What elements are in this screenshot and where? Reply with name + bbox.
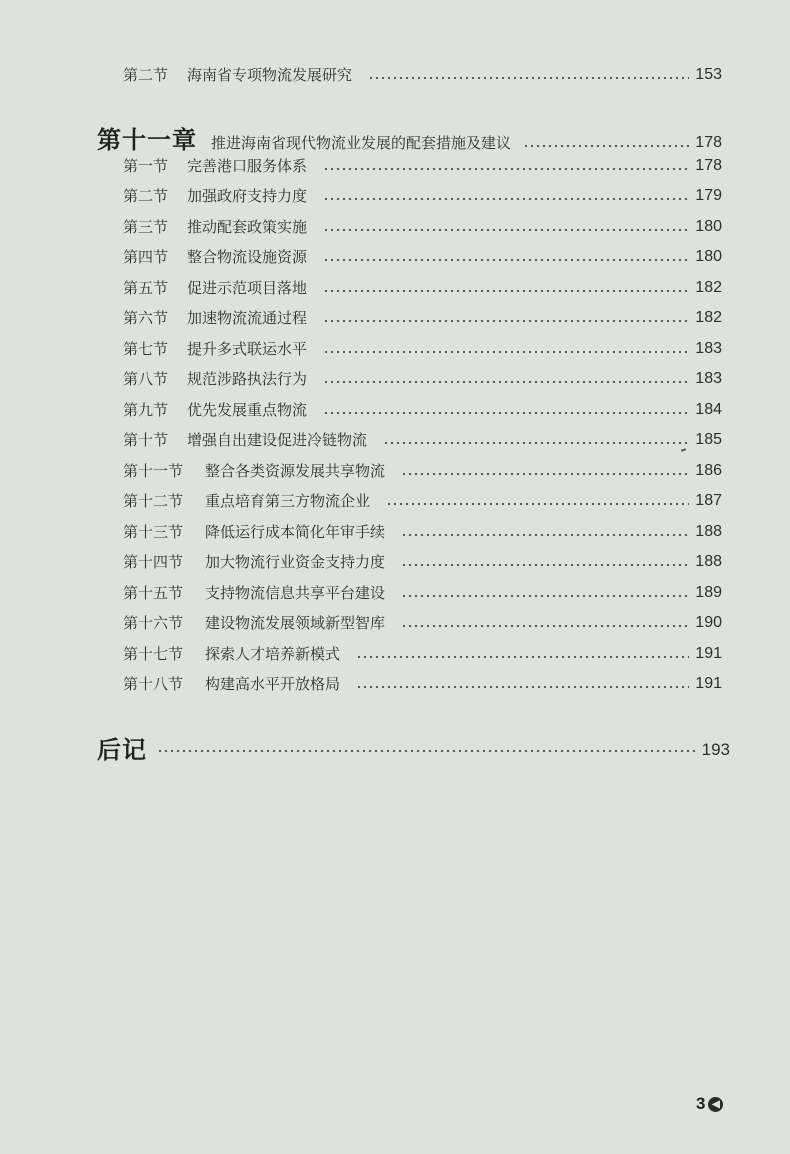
dot-leader xyxy=(401,550,689,574)
section-number: 第八节 xyxy=(123,370,169,388)
section-title: 加强政府支持力度 xyxy=(187,187,308,205)
section-number: 第三节 xyxy=(123,218,169,236)
section-title: 完善港口服务体系 xyxy=(187,157,308,175)
dot-leader xyxy=(323,306,689,330)
dot-leader xyxy=(386,489,689,513)
toc-entry-section[interactable] xyxy=(123,215,722,239)
afterword-title: 后记 xyxy=(97,736,147,764)
toc-entry-section[interactable] xyxy=(123,184,722,208)
toc-entry-section[interactable] xyxy=(123,520,722,544)
chapter-number: 第十一章 xyxy=(97,126,197,154)
page-number: 182 xyxy=(695,279,722,296)
section-number: 第九节 xyxy=(123,401,169,419)
section-title: 规范涉路执法行为 xyxy=(187,370,308,388)
page-number: 185 xyxy=(695,431,722,448)
page-number: 178 xyxy=(695,157,722,174)
page-number: 178 xyxy=(695,134,722,151)
section-number: 第十五节 xyxy=(123,584,184,602)
section-title: 促进示范项目落地 xyxy=(187,279,308,297)
left-arrow-circle-icon: ◀ xyxy=(708,1097,723,1112)
dot-leader xyxy=(323,184,689,208)
toc-entry-section[interactable] xyxy=(123,581,722,605)
dot-leader xyxy=(323,398,689,422)
dot-leader xyxy=(323,337,689,361)
dot-leader xyxy=(356,642,689,666)
page-number: 190 xyxy=(695,614,722,631)
dot-leader xyxy=(401,459,689,483)
toc-entry-section[interactable] xyxy=(123,428,722,452)
dot-leader xyxy=(356,672,689,696)
toc-entry-section[interactable] xyxy=(123,398,722,422)
page-number: 179 xyxy=(695,187,722,204)
section-number: 第十三节 xyxy=(123,523,184,541)
dot-leader xyxy=(368,63,689,87)
section-title: 推动配套政策实施 xyxy=(187,218,308,236)
toc-entry-section[interactable] xyxy=(123,642,722,666)
dot-leader xyxy=(157,733,696,767)
section-title: 增强自出建设促进冷链物流 xyxy=(187,431,368,449)
page-number: 180 xyxy=(695,218,722,235)
page-number: 191 xyxy=(695,645,722,662)
dot-leader xyxy=(401,611,689,635)
section-title: 降低运行成本简化年审手续 xyxy=(205,523,386,541)
toc-entry-chapter-11[interactable] xyxy=(97,125,722,155)
page-number: 184 xyxy=(695,401,722,418)
dot-leader xyxy=(523,131,689,155)
section-number: 第七节 xyxy=(123,340,169,358)
section-title: 加大物流行业资金支持力度 xyxy=(205,553,386,571)
section-title: 加速物流流通过程 xyxy=(187,309,308,327)
section-number: 第二节 xyxy=(123,66,169,84)
toc-entry-section[interactable] xyxy=(123,306,722,330)
section-number: 第一节 xyxy=(123,157,169,175)
section-title: 整合各类资源发展共享物流 xyxy=(205,462,386,480)
section-title: 提升多式联运水平 xyxy=(187,340,308,358)
section-number: 第十一节 xyxy=(123,462,184,480)
section-title: 支持物流信息共享平台建设 xyxy=(205,584,386,602)
section-number: 第十二节 xyxy=(123,492,184,510)
section-number: 第五节 xyxy=(123,279,169,297)
dot-leader xyxy=(323,276,689,300)
section-title: 重点培育第三方物流企业 xyxy=(205,492,371,510)
section-title: 海南省专项物流发展研究 xyxy=(187,66,353,84)
page-number: 189 xyxy=(695,584,722,601)
section-title: 探索人才培养新模式 xyxy=(205,645,341,663)
section-title: 建设物流发展领域新型智库 xyxy=(205,614,386,632)
section-title: 构建高水平开放格局 xyxy=(205,675,341,693)
page-number: 182 xyxy=(695,309,722,326)
section-number: 第六节 xyxy=(123,309,169,327)
section-title: 整合物流设施资源 xyxy=(187,248,308,266)
toc-entry-afterword[interactable] xyxy=(97,733,730,767)
page-number: 188 xyxy=(695,523,722,540)
dot-leader xyxy=(323,154,689,178)
toc-entry-section[interactable] xyxy=(123,276,722,300)
toc-entry-section[interactable] xyxy=(123,611,722,635)
dot-leader xyxy=(323,367,689,391)
page-number: 191 xyxy=(695,675,722,692)
page-folio xyxy=(696,1094,723,1114)
page-number: 183 xyxy=(695,370,722,387)
section-number: 第十四节 xyxy=(123,553,184,571)
section-number: 第十八节 xyxy=(123,675,184,693)
section-number: 第十节 xyxy=(123,431,169,449)
dot-leader xyxy=(323,245,689,269)
toc-entry-section[interactable] xyxy=(123,154,722,178)
section-title: 优先发展重点物流 xyxy=(187,401,308,419)
page-number: 186 xyxy=(695,462,722,479)
toc-entry-section[interactable] xyxy=(123,672,722,696)
page-number: 153 xyxy=(695,66,722,83)
page-number: 188 xyxy=(695,553,722,570)
dot-leader xyxy=(401,581,689,605)
section-number: 第十六节 xyxy=(123,614,184,632)
toc-entry-section[interactable] xyxy=(123,459,722,483)
section-number: 第二节 xyxy=(123,187,169,205)
toc-entry-section[interactable] xyxy=(123,489,722,513)
dot-leader xyxy=(401,520,689,544)
dot-leader xyxy=(383,428,689,452)
chapter-title: 推进海南省现代物流业发展的配套措施及建议 xyxy=(211,134,512,152)
page-number: 193 xyxy=(701,740,730,759)
page-number: 183 xyxy=(695,340,722,357)
section-number: 第四节 xyxy=(123,248,169,266)
toc-entry-section[interactable] xyxy=(123,550,722,574)
section-number: 第十七节 xyxy=(123,645,184,663)
page-number: 180 xyxy=(695,248,722,265)
toc-entry-section[interactable] xyxy=(123,245,722,269)
dot-leader xyxy=(323,215,689,239)
toc-entry-section[interactable] xyxy=(123,337,722,361)
toc-entry-section[interactable] xyxy=(123,367,722,391)
page-number: 187 xyxy=(695,492,722,509)
folio-number: 3 xyxy=(696,1094,706,1113)
toc-entry-prev-section[interactable] xyxy=(123,63,722,87)
